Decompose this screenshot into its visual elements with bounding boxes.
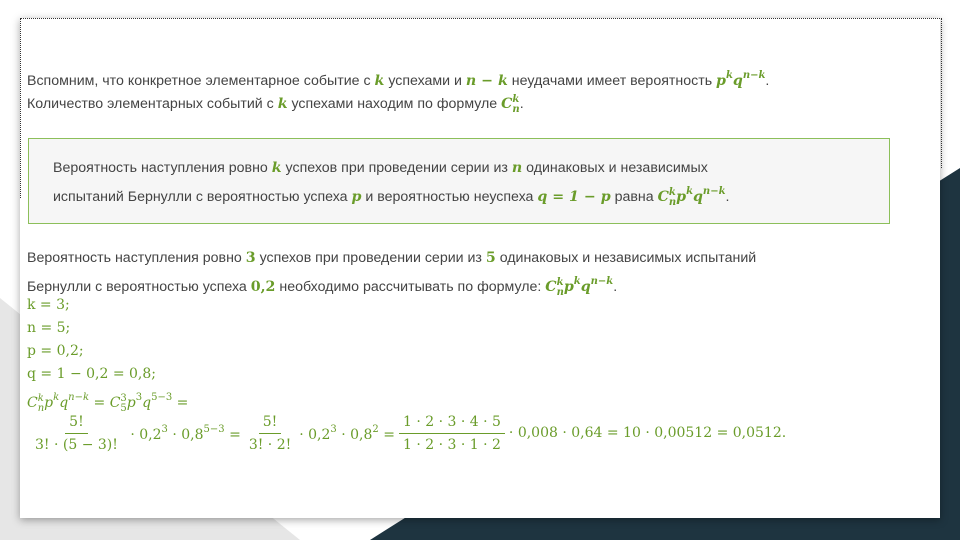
text: и вероятностью неуспеха bbox=[361, 189, 538, 205]
dotted-border-left bbox=[20, 18, 21, 198]
text: неудачами имеет вероятность bbox=[507, 73, 717, 89]
math-q-eq: q = 1 − p bbox=[537, 189, 611, 205]
equation-n: n = 5; bbox=[27, 320, 71, 336]
value-k: 3 bbox=[245, 250, 256, 266]
fraction-numerator: 5! bbox=[65, 414, 88, 434]
text: Количество элементарных событий с bbox=[27, 96, 278, 112]
text: одинаковых и независимых испытаний bbox=[495, 250, 757, 266]
text: испытаний Бернулли с вероятностью успеха bbox=[53, 189, 352, 205]
text: Бернулли с вероятностью успеха bbox=[27, 279, 251, 295]
text: одинаковых и независимых bbox=[522, 160, 708, 176]
text: необходимо рассчитывать по формуле: bbox=[275, 279, 546, 295]
dotted-border-right bbox=[941, 18, 942, 168]
equation-q: q = 1 − 0,2 = 0,8; bbox=[27, 366, 157, 382]
fraction-numerator: 5! bbox=[259, 414, 282, 434]
fraction-denominator: 1 · 2 · 3 · 1 · 2 bbox=[402, 436, 501, 453]
text: успехов при проведении серии из bbox=[255, 250, 486, 266]
theorem-box bbox=[28, 138, 890, 224]
math-k: k bbox=[374, 73, 385, 89]
calc-result: · 0,008 · 0,64 = 10 · 0,00512 = 0,0512. bbox=[508, 425, 787, 441]
fraction-1 bbox=[31, 414, 122, 453]
text: . bbox=[519, 96, 524, 112]
text: Вероятность наступления ровно bbox=[27, 250, 246, 266]
math-p: p bbox=[351, 189, 362, 205]
dotted-border-top bbox=[20, 18, 942, 19]
math-bernoulli-formula: C k n $p^kq^{n-k}$ bbox=[657, 186, 726, 208]
example-paragraph bbox=[27, 247, 897, 299]
calc-part-1: · $0,2^3 \cdot 0,8^{5-3}$ = bbox=[125, 423, 241, 443]
text: . bbox=[613, 279, 618, 295]
text: успехов при проведении серии из bbox=[281, 160, 512, 176]
fraction-2 bbox=[245, 414, 295, 453]
fraction-3 bbox=[399, 414, 505, 453]
fraction-numerator: 1 · 2 · 3 · 4 · 5 bbox=[399, 414, 505, 434]
equation-list bbox=[27, 294, 189, 414]
text: Вспомним, что конкретное элементарное событие с bbox=[27, 73, 375, 89]
text: . bbox=[765, 73, 770, 89]
intro-paragraph bbox=[27, 64, 897, 116]
text: равна bbox=[610, 189, 658, 205]
value-n: 5 bbox=[485, 250, 496, 266]
equation-p: p = 0,2; bbox=[27, 343, 84, 359]
equation-formula-sub: C k n $p^kq^{n-k} = C$ 3 5 $p^3q^{5-3}$ = bbox=[27, 392, 189, 414]
math-k: k bbox=[271, 160, 282, 176]
text: Вероятность наступления ровно bbox=[53, 160, 272, 176]
text: успехами находим по формуле bbox=[287, 96, 502, 112]
equation-k: k = 3; bbox=[27, 297, 70, 313]
math-bernoulli-formula: C k n $p^kq^{n-k}$ bbox=[545, 276, 614, 298]
fraction-denominator: 3! · 2! bbox=[248, 436, 292, 453]
text: . bbox=[725, 189, 730, 205]
math-cnk: C k n bbox=[501, 94, 520, 115]
text: успехами и bbox=[384, 73, 466, 89]
calculation-line bbox=[27, 408, 786, 458]
fraction-denominator: 3! · (5 − 3)! bbox=[35, 436, 118, 453]
math-pk-qnk: $p^kq^{n-k}$ bbox=[716, 70, 766, 89]
value-p: 0,2 bbox=[250, 279, 276, 295]
math-n-minus-k: n − k bbox=[465, 73, 508, 89]
math-n: n bbox=[511, 160, 523, 176]
math-k: k bbox=[277, 96, 288, 112]
calc-part-2: · $0,2^3 \cdot 0,8^2$ = bbox=[299, 423, 395, 443]
